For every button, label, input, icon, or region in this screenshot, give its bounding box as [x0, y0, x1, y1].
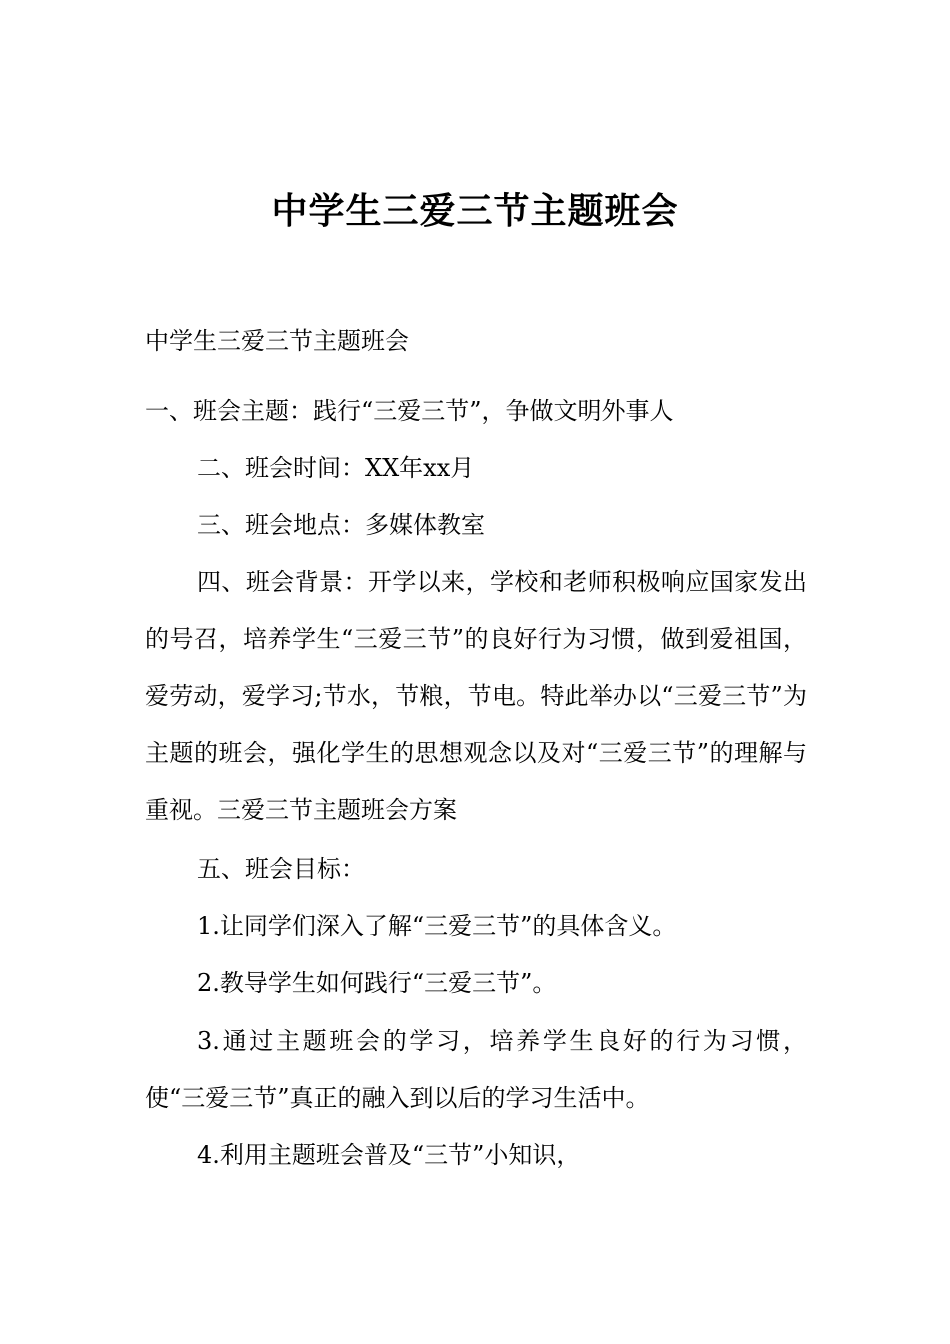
goal-item-3: 3.通过主题班会的学习，培养学生良好的行为习惯，使“三爱三节”真正的融入到以后的学习生活中。: [145, 1027, 807, 1112]
document-subtitle: 中学生三爱三节主题班会: [145, 327, 409, 355]
goal-item-2: 2.教导学生如何践行“三爱三节”。: [197, 969, 557, 997]
goal-item-4: 4.利用主题班会普及“三节”小知识，: [197, 1141, 581, 1169]
document-title: 中学生三爱三节主题班会: [271, 191, 679, 232]
goal-item-1: 1.让同学们深入了解“三爱三节”的具体含义。: [197, 912, 677, 940]
section-time: 二、班会时间：XX年xx月: [197, 454, 475, 482]
section-goals-heading: 五、班会目标：: [197, 855, 365, 883]
section-background: 四、班会背景：开学以来，学校和老师积极响应国家发出的号召，培养学生“三爱三节”的良好行为习惯，做到爱祖国，爱劳动，爱学习;节水，节粮，节电。特此举办以“三爱三节”为主题的班会，强化学生的思想观念以及对“三爱三节”的理解与重视。三爱三节主题班会方案: [145, 568, 807, 824]
section-theme: 一、班会主题：践行“三爱三节”，争做文明外事人: [145, 397, 674, 425]
section-location: 三、班会地点：多媒体教室: [197, 511, 485, 539]
